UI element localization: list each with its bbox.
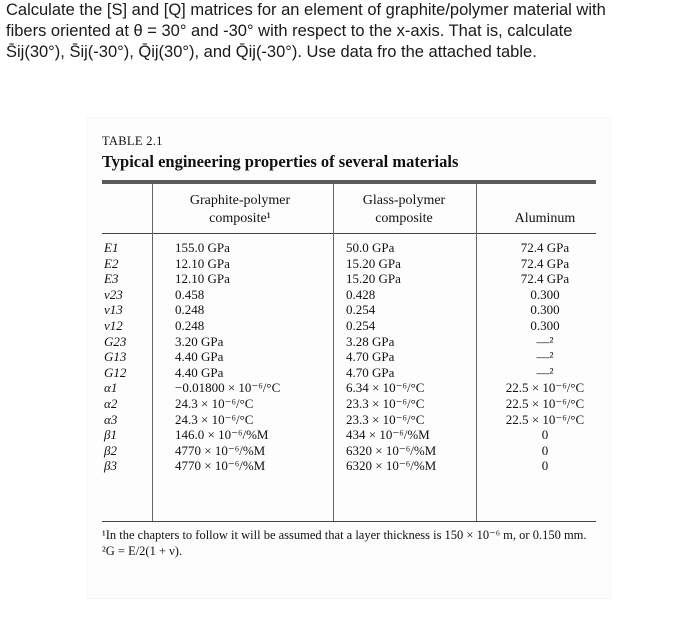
aluminum-cell: —²: [536, 349, 554, 365]
table-bottom-rule: [102, 521, 596, 522]
glass-cell: 4.70 GPa: [346, 349, 395, 365]
properties-cell: α1: [104, 380, 118, 396]
question-line-2: fibers oriented at θ = 30° and -30° with respect to the x-axis. That is, calculate: [6, 22, 573, 40]
aluminum-cell: 72.4 GPa: [520, 271, 570, 287]
column-divider: [476, 184, 477, 521]
properties-cell: E2: [104, 255, 119, 271]
aluminum-cell: 72.4 GPa: [520, 240, 570, 255]
footnote-2: ²G = E/2(1 + ν).: [102, 544, 183, 558]
table-title: Typical engineering properties of several materials: [102, 152, 459, 171]
glass-cell: 6.34 × 10⁻⁶/°C: [346, 380, 425, 396]
graphite-cell: 0.248: [175, 317, 205, 333]
property-column: [104, 240, 150, 474]
glass-cell: 15.20 GPa: [346, 255, 401, 271]
aluminum-cell: 0.300: [530, 286, 560, 302]
properties-cell: ν13: [104, 302, 123, 318]
glass-cell: 0.428: [346, 286, 376, 302]
footnotes: [102, 527, 602, 559]
glass-cell: 0.254: [346, 317, 376, 333]
properties-cell: G23: [104, 333, 127, 349]
properties-cell: G12: [104, 364, 127, 380]
header-graphite: Graphite-polymer composite¹: [189, 193, 291, 226]
graphite-cell: −0.01800 × 10⁻⁶/°C: [175, 380, 281, 396]
column-divider: [152, 184, 153, 521]
properties-cell: α2: [104, 395, 118, 411]
aluminum-cell: 72.4 GPa: [520, 255, 570, 271]
properties-cell: β3: [104, 458, 117, 474]
graphite-column: [175, 240, 330, 474]
aluminum-cell: 22.5 × 10⁻⁶/°C: [505, 395, 585, 411]
aluminum-column: [486, 240, 604, 474]
aluminum-cell: 0: [541, 458, 549, 474]
question-line-3: S̄ij(30°), S̄ij(-30°), Q̄ij(30°), and Q̄ij(-30°). Use data fro the attached table.: [6, 43, 537, 61]
graphite-cell: 146.0 × 10⁻⁶/%M: [175, 427, 269, 443]
header-glass: Glass-polymer composite: [362, 193, 446, 226]
properties-cell: ν12: [104, 317, 123, 333]
glass-cell: 4.70 GPa: [346, 364, 395, 380]
properties-cell: E1: [104, 240, 119, 255]
glass-cell: 15.20 GPa: [346, 271, 401, 287]
aluminum-cell: 22.5 × 10⁻⁶/°C: [505, 411, 585, 427]
glass-cell: 3.28 GPa: [346, 333, 395, 349]
graphite-cell: 4770 × 10⁻⁶/%M: [175, 458, 266, 474]
aluminum-cell: 0.300: [530, 317, 560, 333]
glass-cell: 23.3 × 10⁻⁶/°C: [346, 411, 425, 427]
table-label: TABLE 2.1: [102, 134, 163, 148]
glass-cell: 50.0 GPa: [346, 240, 395, 255]
graphite-cell: 0.458: [175, 286, 205, 302]
glass-cell: 23.3 × 10⁻⁶/°C: [346, 395, 425, 411]
graphite-cell: 24.3 × 10⁻⁶/°C: [175, 411, 254, 427]
properties-cell: G13: [104, 349, 127, 365]
footnote-1: ¹In the chapters to follow it will be assumed that a layer thickness is 150 × 10⁻⁶ m, or 0.150 mm.: [102, 528, 587, 542]
properties-cell: β2: [104, 442, 117, 458]
properties-cell: ν23: [104, 286, 123, 302]
glass-cell: 434 × 10⁻⁶/%M: [346, 427, 430, 443]
graphite-cell: 4.40 GPa: [175, 364, 224, 380]
graphite-cell: 155.0 GPa: [175, 240, 230, 255]
aluminum-cell: 22.5 × 10⁻⁶/°C: [505, 380, 585, 396]
graphite-cell: 4.40 GPa: [175, 349, 224, 365]
aluminum-cell: 0: [541, 442, 549, 458]
graphite-cell: 12.10 GPa: [175, 255, 230, 271]
column-divider: [333, 184, 334, 521]
question-line-1: Calculate the [S] and [Q] matrices for an element of graphite/polymer material with: [6, 1, 606, 19]
aluminum-cell: 0.300: [530, 302, 560, 318]
graphite-cell: 0.248: [175, 302, 205, 318]
aluminum-cell: 0: [541, 427, 549, 443]
glass-cell: 0.254: [346, 302, 376, 318]
header-aluminum: Aluminum: [514, 211, 576, 226]
table-header-rule: [102, 233, 596, 234]
glass-cell: 6320 × 10⁻⁶/%M: [346, 458, 437, 474]
question-text: [6, 0, 694, 63]
glass-cell: 6320 × 10⁻⁶/%M: [346, 442, 437, 458]
properties-cell: β1: [104, 427, 117, 443]
properties-cell: α3: [104, 411, 118, 427]
table-top-rule: [102, 180, 596, 184]
aluminum-cell: —²: [536, 333, 554, 349]
properties-cell: E3: [104, 271, 119, 287]
glass-column: [346, 240, 474, 474]
graphite-cell: 4770 × 10⁻⁶/%M: [175, 442, 266, 458]
graphite-cell: 12.10 GPa: [175, 271, 230, 287]
graphite-cell: 24.3 × 10⁻⁶/°C: [175, 395, 254, 411]
graphite-cell: 3.20 GPa: [175, 333, 224, 349]
aluminum-cell: —²: [536, 364, 554, 380]
